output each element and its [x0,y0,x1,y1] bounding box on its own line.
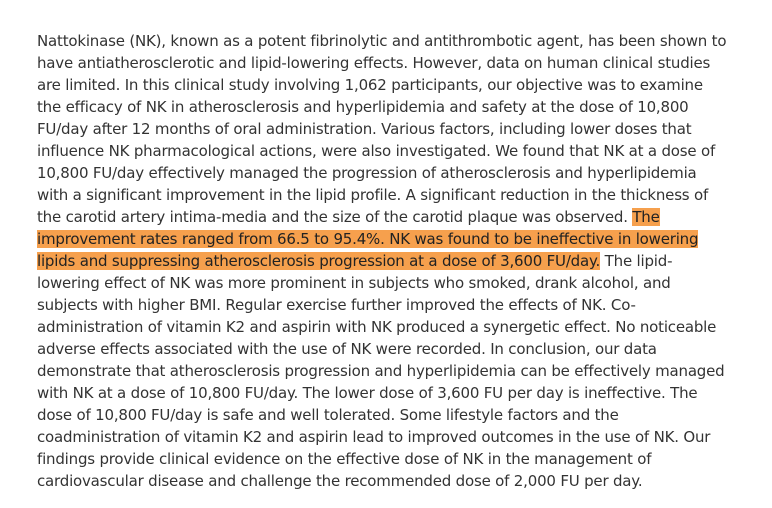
abstract-paragraph [37,30,727,492]
abstract-text-after-highlight: The lipid-lowering effect of NK was more prominent in subjects who smoked, drank alcohol, and subjects with higher BMI. Regular exercise further improved the effects of NK. Co-administration of vitamin K2 and aspirin with NK produced a synergetic effect. No noticeable adverse effects associated with the use of NK were recorded. In conclusion, our data demonstrate that atherosclerosis progression and hyperlipidemia can be effectively managed with NK at a dose of 10,800 FU/day. The lower dose of 3,600 FU per day is ineffective. The dose of 10,800 FU/day is safe and well tolerated. Some lifestyle factors and the coadministration of vitamin K2 and aspirin lead to improved outcomes in the use of NK. Our findings provide clinical evidence on the effective dose of NK in the management of cardiovascular disease and challenge the recommended dose of 2,000 FU per day. [37,252,725,490]
highlighted-sentence: The improvement rates ranged from 66.5 to 95.4%. NK was found to be ineffective in lowering lipids and suppressing atherosclerosis progression at a dose of 3,600 FU/day. [37,208,699,270]
abstract-text-before-highlight: Nattokinase (NK), known as a potent fibrinolytic and antithrombotic agent, has been shown to have antiatherosclerotic and lipid-lowering effects. However, data on human clinical studies are limited. In this clinical study involving 1,062 participants, our objective was to examine the efficacy of NK in atherosclerosis and hyperlipidemia and safety at the dose of 10,800 FU/day after 12 months of oral administration. Various factors, including lower doses that influence NK pharmacological actions, were also investigated. We found that NK at a dose of 10,800 FU/day effectively managed the progression of atherosclerosis and hyperlipidemia with a significant improvement in the lipid profile. A significant reduction in the thickness of the carotid artery intima-media and the size of the carotid plaque was observed. [37,32,727,226]
